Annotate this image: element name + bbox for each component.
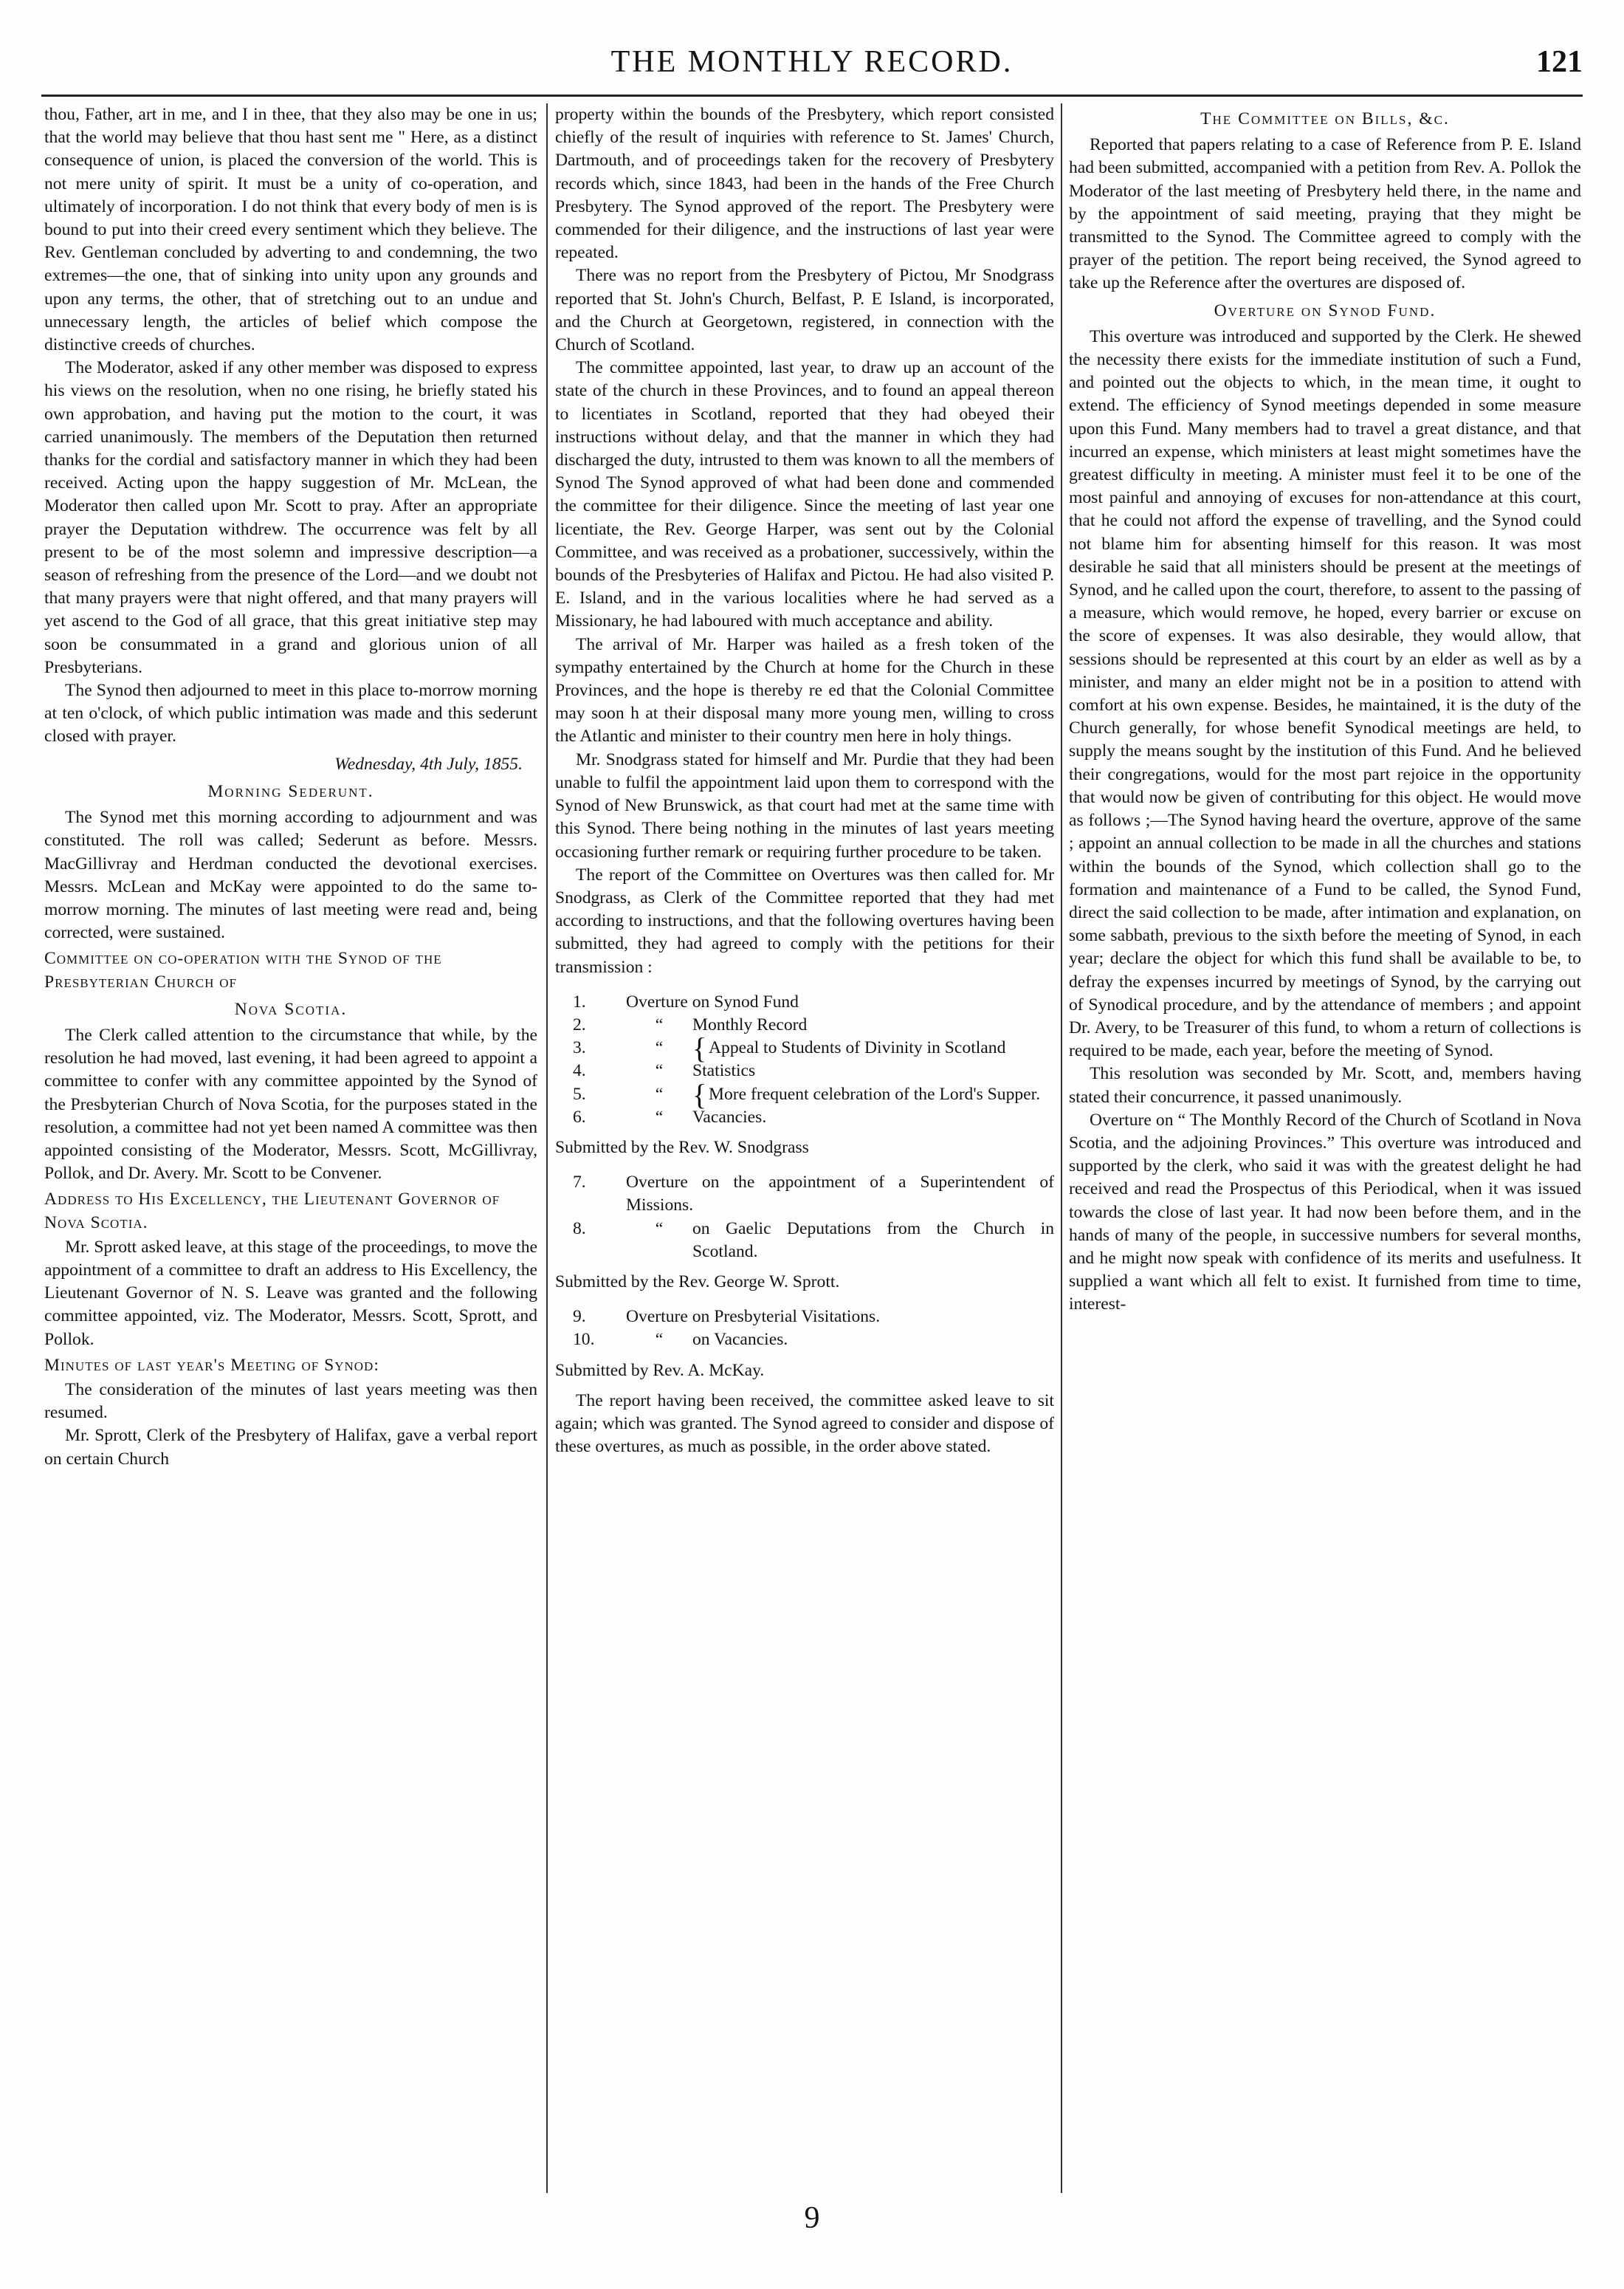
column-right <box>1069 103 1581 2193</box>
paragraph: Mr. Sprott, Clerk of the Presbytery of Halifax, gave a verbal report on certain Church <box>44 1426 537 1469</box>
running-header <box>41 44 1583 89</box>
section-heading: The Committee on Bills, &c. <box>1200 109 1450 128</box>
list-item: 4. “ Statistics <box>573 1061 756 1081</box>
section-heading: Committee on co-operation with the Synod of the Presbyterian Church of <box>44 949 442 992</box>
paragraph: Mr. Sprott asked leave, at this stage of the proceedings, to move the appointment of a committee to draft an address to His Excellency, the Lieutenant Governor of N. S. Leave was granted and the following committee appointed, viz. The Moderator, Messrs. Scott, Sprott, and Pollok. <box>44 1237 537 1349</box>
section-heading: Morning Sederunt. <box>207 781 374 801</box>
paragraph: The Moderator, asked if any other member was disposed to express his views on the resolution, when no one rising, he briefly stated his own approbation, and having put the motion to the court, it was carried unanimously. The members of the Deputation then returned thanks for the cordial and satisfactory manner in which they had been received. Acting upon the happy suggestion of Mr. McLean, the Moderator then called upon Mr. Scott to pray. After an appropriate prayer the Deputation withdrew. The occurrence was felt by all present to be of the most solemn and impressive description—a season of refreshing from the presence of the Lord—and we doubt not that many prayers were that night offered, and that many prayers will yet ascend to the God of all grace, that this great initiative step may soon be consummated in a grand and glorious union of all Presbyterians. <box>44 358 537 677</box>
paragraph: The Synod then adjourned to meet in this place to-morrow morning at ten o'clock, of which public intimation was made and this sederunt closed with prayer. <box>44 681 537 747</box>
section-heading: Minutes of last year's Meeting of Synod: <box>44 1355 379 1375</box>
list-item: 1. Overture on Synod Fund <box>573 992 799 1012</box>
paragraph: The report of the Committee on Overtures was then called for. Mr Snodgrass, as Clerk of the Committee reported that they had met according to instructions, and that the following overtures having been submitted, they had agreed to comply with the petitions for their transmission : <box>555 865 1054 977</box>
overture-list <box>555 1171 1054 1263</box>
submitted-by: Submitted by the Rev. George W. Sprott. <box>555 1272 840 1291</box>
paragraph: The report having been received, the committee asked leave to sit again; which was granted. The Synod agreed to consider and dispose of these overtures, as much as possible, in the order above stated. <box>555 1390 1054 1457</box>
brace-icon: { <box>692 1032 707 1065</box>
list-item: 6. “ Vacancies. <box>573 1107 767 1127</box>
paragraph: property within the bounds of the Presbytery, which report consisted chiefly of the result of inquiries with reference to St. James' Church, Dartmouth, and of proceedings taken for the recovery of Presbytery records which, since 1843, had been in the hands of the Free Church Presbytery. The Synod approved of the report. The Presbytery were commended for their diligence, and the instructions of last year were repeated. <box>555 105 1054 263</box>
sederunt-date: Wednesday, 4th July, 1855. <box>334 754 523 774</box>
overture-list <box>555 1305 1054 1351</box>
page-number: 121 <box>1536 45 1583 79</box>
paragraph: The consideration of the minutes of last years meeting was then resumed. <box>44 1379 537 1423</box>
journal-title: THE MONTHLY RECORD. <box>610 45 1014 79</box>
paragraph: The arrival of Mr. Harper was hailed as a fresh token of the sympathy entertained by the Church at home for the Church in these Provinces, and the hope is thereby re ed that the Colonial Committee may soon h at their disposal many more young men, willing to cross the Atlantic and minister to their country men here in holy things. <box>555 634 1054 747</box>
paragraph: The committee appointed, last year, to draw up an account of the state of the church in these Provinces, and to found an appeal thereon to licentiates in Scotland, reported that they had obeyed their instructions without delay, and that the manner in which they had discharged the duty, intrusted to them was known to all the members of Synod The Synod approved of what had been done and commended the committee for their diligence. Since the meeting of last year one licentiate, the Rev. George Harper, was sent out by the Colonial Committee, and was received as a probationer, successively, within the bounds of the Presbyteries of Halifax and Pictou. He had also visited P. E. Island, and in the various localities where he had served as a Missionary, he had laboured with much acceptance and ability. <box>555 358 1054 631</box>
paragraph: thou, Father, art in me, and I in thee, that they also may be one in us; that the world may believe that thou hast sent me " Here, as a distinct consequence of union, is placed the conversion of the world. This is not mere unity of spirit. It must be a unity of co-operation, and ultimately of incorporation. I do not think that every body of men is is bound to put into their creed every sentiment which they believe. The Rev. Gentleman concluded by adverting to and condemning, the two extremes—the one, that of sinking into unity upon any grounds and upon any terms, the other, that of stretching out to an undue and unnecessary length, the articles of belief which compose the distinctive creeds of churches. <box>44 105 537 355</box>
submitted-by: Submitted by Rev. A. McKay. <box>555 1360 765 1380</box>
column-divider <box>1061 103 1062 2193</box>
paragraph: Overture on “ The Monthly Record of the Church of Scotland in Nova Scotia, and the adjoining Provinces.” This overture was introduced and supported by the clerk, who said it was with the greatest delight he had received and read the Prospectus of this Periodical, when it was issued towards the close of last year. It had now been before them, and in the hands of many of the people, in successive numbers for several months, and he might now speak with confidence of its merits and usefulness. It supplied a want which all felt to exist. It furnished from time to time, interest- <box>1069 1110 1581 1314</box>
list-item: 2. “ Monthly Record <box>573 1015 808 1034</box>
column-left <box>44 103 537 2193</box>
list-item: 8. “ on Gaelic Deputations from the Church in Scotland. <box>573 1218 1054 1261</box>
section-heading: Address to His Excellency, the Lieutenant Governor of Nova Scotia. <box>44 1190 500 1232</box>
paragraph: This resolution was seconded by Mr. Scott, and, members having stated their concurrence, it passed unanimously. <box>1069 1064 1581 1107</box>
column-divider <box>546 103 548 2193</box>
header-rule <box>41 95 1583 97</box>
list-item: 5. “ { More frequent celebration of the Lord's Supper. <box>573 1077 1041 1111</box>
column-middle <box>555 103 1054 2193</box>
paragraph: Mr. Snodgrass stated for himself and Mr. Purdie that they had been unable to fulfil the appointment laid upon them to correspond with the Synod of New Brunswick, as that court had met at the same time with this Synod. There being nothing in the minutes of last years meeting occasioning further remark or requiring further procedure to be taken. <box>555 749 1054 862</box>
list-item: 3. “ { Appeal to Students of Divinity in Scotland <box>573 1032 1006 1065</box>
paragraph: There was no report from the Presbytery of Pictou, Mr Snodgrass reported that St. John's Church, Belfast, P. E Island, is incorporated, and the Church at Georgetown, registered, in connection with the Church of Scotland. <box>555 266 1054 355</box>
list-item: 10. “ on Vacancies. <box>573 1330 788 1350</box>
section-heading: Nova Scotia. <box>234 999 348 1019</box>
section-heading: Overture on Synod Fund. <box>1214 301 1437 320</box>
paragraph: The Clerk called attention to the circumstance that while, by the resolution he had moved, last evening, it had been agreed to appoint a committee to confer with any committee appointed by the Synod of the Presbyterian Church of Nova Scotia, for the purposes stated in the resolution, a committee had not yet been named A committee was then appointed consisting of the Moderator, Messrs. Scott, McGillivray, Pollok, and Dr. Avery. Mr. Scott to be Convener. <box>44 1025 537 1184</box>
list-item: 7. Overture on the appointment of a Superintendent of Missions. <box>573 1173 1054 1215</box>
overture-list <box>555 991 1054 1129</box>
paragraph: This overture was introduced and supported by the Clerk. He shewed the necessity there exists for the immediate institution of such a Fund, and pointed out the objects to which, in the mean time, it ought to extend. The efficiency of Synod meetings depended in some measure upon this Fund. Many members had to travel a great distance, and that incurred an expense, which ministers at least might sometimes have the greatest difficulty in meeting. A minister must feel it to be one of the most painful and annoying of excuses for non-attendance at this court, that he could not afford the expense of travelling, and the Synod could not blame him for absenting himself for this reason. It was most desirable he said that all ministers should be present at the meetings of Synod, and he called upon the court, therefore, to assent to the passing of a measure, which would remove, he hoped, every barrier or excuse on the score of expenses. It was also desirable, they would allow, that sessions should be represented at this court by an elder as well as by a minister, and many an elder might not be in a position to attend with comfort at his own expense. Besides, he maintained, it is the duty of the Church generally, for whose benefit Synodical meetings are held, to supply the means sought by the institution of this Fund. And he believed their congregations, would for the most part rejoice in the opportunity that would now be given of contributing for this object. He would move as follows ;—The Synod having heard the overture, approve of the same ; appoint an annual collection to be made in all the churches and stations within the bounds of the Synod, which collection shall go to the formation and maintenance of a Fund to be called, the Synod Fund, direct the said collection to be made, after intimation and explanation, on some sabbath, previous to the sixth before the meeting of Synod, in each year; declare the object for which this fund shall be available to be, to defray the expenses incurred by meetings of Synod, by the carrying out of Synodical procedure, and by the attendance of members ; and appoint Dr. Avery, to be Treasurer of this fund, to whom a return of collections is required to be made, each year, before the meeting of Synod. <box>1069 326 1581 1061</box>
paragraph: The Synod met this morning according to adjournment and was constituted. The roll was called; Sederunt as before. Messrs. MacGillivray and Herdman conducted the devotional exercises. Messrs. McLean and McKay were appointed to do the same to-morrow morning. The minutes of last meeting were read and, being corrected, were sustained. <box>44 808 537 943</box>
paragraph: Reported that papers relating to a case of Reference from P. E. Island had been submitted, accompanied with a petition from Rev. A. Pollok the Moderator of the last meeting of Presbytery held there, in the name and by the appointment of said meeting, praying that they might be transmitted to the Synod. The Committee agreed to comply with the prayer of the petition. The report being received, the Synod agreed to take up the Reference after the overtures are disposed of. <box>1069 135 1581 293</box>
signature-mark: 9 <box>804 2201 820 2235</box>
brace-icon: { <box>692 1077 707 1111</box>
list-item: 9. Overture on Presbyterial Visitations. <box>573 1307 881 1327</box>
submitted-by: Submitted by the Rev. W. Snodgrass <box>555 1137 809 1157</box>
